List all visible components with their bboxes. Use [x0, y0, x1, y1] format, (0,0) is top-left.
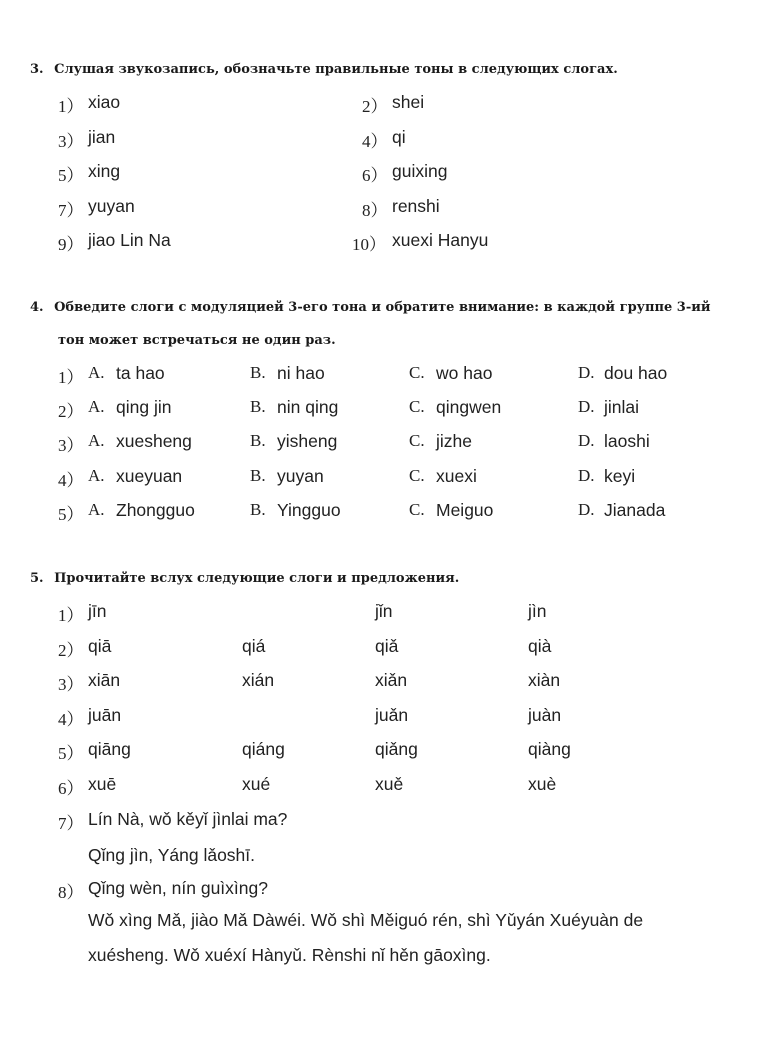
option-letter-a: A. [88, 431, 105, 450]
syllable-tone-3: qiǎng [375, 739, 418, 759]
item-text: xuexi Hanyu [392, 230, 489, 250]
option-c-text: jizhe [436, 431, 472, 451]
option-letter-d: D. [578, 363, 595, 382]
dialogue-line: Qǐng jìn, Yáng lǎoshī. [88, 845, 256, 865]
option-letter-c: C. [409, 363, 425, 382]
option-c-text: qingwen [436, 397, 502, 417]
row-number: 5） [58, 744, 84, 763]
option-letter-c: C. [409, 431, 425, 450]
section-4-number: 4. [30, 300, 44, 315]
option-d-text: laoshi [604, 431, 650, 451]
section-3-number: 3. [30, 62, 44, 77]
option-letter-d: D. [578, 431, 595, 450]
option-d-text: jinlai [604, 397, 640, 417]
option-letter-d: D. [578, 500, 595, 519]
group-number: 4） [58, 471, 84, 490]
syllable-tone-4: jìn [528, 601, 547, 621]
item-number: 6） [362, 166, 388, 185]
syllable-tone-1: qiāng [88, 739, 131, 759]
item-number: 3） [58, 132, 84, 151]
option-letter-d: D. [578, 466, 595, 485]
option-c-text: xuexi [436, 466, 477, 486]
option-letter-d: D. [578, 397, 595, 416]
syllable-tone-4: xiàn [528, 670, 561, 690]
item-text: qi [392, 127, 406, 147]
group-number: 5） [58, 505, 84, 524]
dialogue-line: Wǒ xìng Mǎ, jiào Mǎ Dàwéi. Wǒ shì Měiguó rén, shì Yǔyán Xuéyuàn de [88, 910, 644, 930]
option-a-text: ta hao [116, 363, 165, 383]
section-4-title-line-2: тон может встречаться не один раз. [58, 333, 336, 348]
syllable-tone-1: juān [88, 705, 122, 725]
syllable-tone-4: qiàng [528, 739, 571, 759]
item-text: xing [88, 161, 121, 181]
option-a-text: xueyuan [116, 466, 183, 486]
row-number: 4） [58, 710, 84, 729]
syllable-tone-1: jīn [88, 601, 107, 621]
dialogue-line: Lín Nà, wǒ kěyǐ jìnlai ma? [88, 809, 288, 829]
section-5-number: 5. [30, 571, 44, 586]
syllable-tone-4: qià [528, 636, 552, 656]
item-number: 8） [58, 883, 84, 902]
option-a-text: qing jin [116, 397, 172, 417]
syllable-tone-2: xián [242, 670, 275, 690]
row-number: 3） [58, 675, 84, 694]
option-letter-a: A. [88, 466, 105, 485]
item-number: 7） [58, 814, 84, 833]
option-letter-a: A. [88, 397, 105, 416]
option-letter-b: B. [250, 397, 266, 416]
syllable-tone-2: qiáng [242, 739, 285, 759]
option-a-text: Zhongguo [116, 500, 195, 520]
option-a-text: xuesheng [116, 431, 192, 451]
syllable-tone-3: xuě [375, 774, 404, 794]
option-letter-c: C. [409, 500, 425, 519]
row-number: 6） [58, 779, 84, 798]
syllable-tone-1: xiān [88, 670, 121, 690]
option-letter-a: A. [88, 500, 105, 519]
option-b-text: nin qing [277, 397, 339, 417]
option-letter-b: B. [250, 500, 266, 519]
option-letter-a: A. [88, 363, 105, 382]
item-text: xiao [88, 92, 121, 112]
option-letter-b: B. [250, 363, 266, 382]
syllable-tone-4: xuè [528, 774, 557, 794]
section-3-heading [30, 62, 618, 77]
item-text: guixing [392, 161, 448, 181]
option-letter-c: C. [409, 397, 425, 416]
option-letter-b: B. [250, 466, 266, 485]
section-3-title: Слушая звукозапись, обозначьте правильные тоны в следующих слогах. [54, 62, 618, 77]
item-text: renshi [392, 196, 440, 216]
dialogue-line: xuésheng. Wǒ xuéxí Hànyǔ. Rènshi nǐ hěn gāoxìng. [88, 945, 491, 965]
item-number: 9） [58, 235, 84, 254]
syllable-tone-3: qiǎ [375, 636, 399, 656]
option-b-text: Yingguo [277, 500, 341, 520]
row-number: 1） [58, 606, 84, 625]
option-b-text: yisheng [277, 431, 338, 451]
option-d-text: keyi [604, 466, 636, 486]
syllable-tone-2: xué [242, 774, 271, 794]
group-number: 2） [58, 402, 84, 421]
item-text: yuyan [88, 196, 135, 216]
item-number: 7） [58, 201, 84, 220]
item-number: 1） [58, 97, 84, 116]
item-number: 2） [362, 97, 388, 116]
item-text: jian [88, 127, 116, 147]
section-4-title-line-1: Обведите слоги с модуляцией 3-его тона и обратите внимание: в каждой группе 3-ий [54, 300, 711, 315]
syllable-tone-1: qiā [88, 636, 112, 656]
option-b-text: ni hao [277, 363, 325, 383]
item-number: 4） [362, 132, 388, 151]
item-number: 5） [58, 166, 84, 185]
option-d-text: dou hao [604, 363, 668, 383]
syllable-tone-3: xiǎn [375, 670, 408, 690]
section-5-heading [30, 571, 459, 586]
option-d-text: Jianada [604, 500, 666, 520]
syllable-tone-3: juǎn [375, 705, 409, 725]
option-c-text: Meiguo [436, 500, 494, 520]
item-text: shei [392, 92, 425, 112]
syllable-tone-3: jǐn [375, 601, 393, 621]
item-number: 10） [352, 235, 386, 254]
group-number: 1） [58, 368, 84, 387]
group-number: 3） [58, 436, 84, 455]
option-b-text: yuyan [277, 466, 324, 486]
item-text: jiao Lin Na [88, 230, 171, 250]
dialogue-line: Qǐng wèn, nín guìxìng? [88, 878, 268, 898]
section-4-heading [30, 300, 711, 315]
row-number: 2） [58, 641, 84, 660]
option-letter-c: C. [409, 466, 425, 485]
item-number: 8） [362, 201, 388, 220]
option-c-text: wo hao [436, 363, 493, 383]
section-5-title: Прочитайте вслух следующие слоги и предложения. [54, 571, 460, 586]
syllable-tone-2: qiá [242, 636, 266, 656]
syllable-tone-4: juàn [528, 705, 562, 725]
syllable-tone-1: xuē [88, 774, 117, 794]
option-letter-b: B. [250, 431, 266, 450]
